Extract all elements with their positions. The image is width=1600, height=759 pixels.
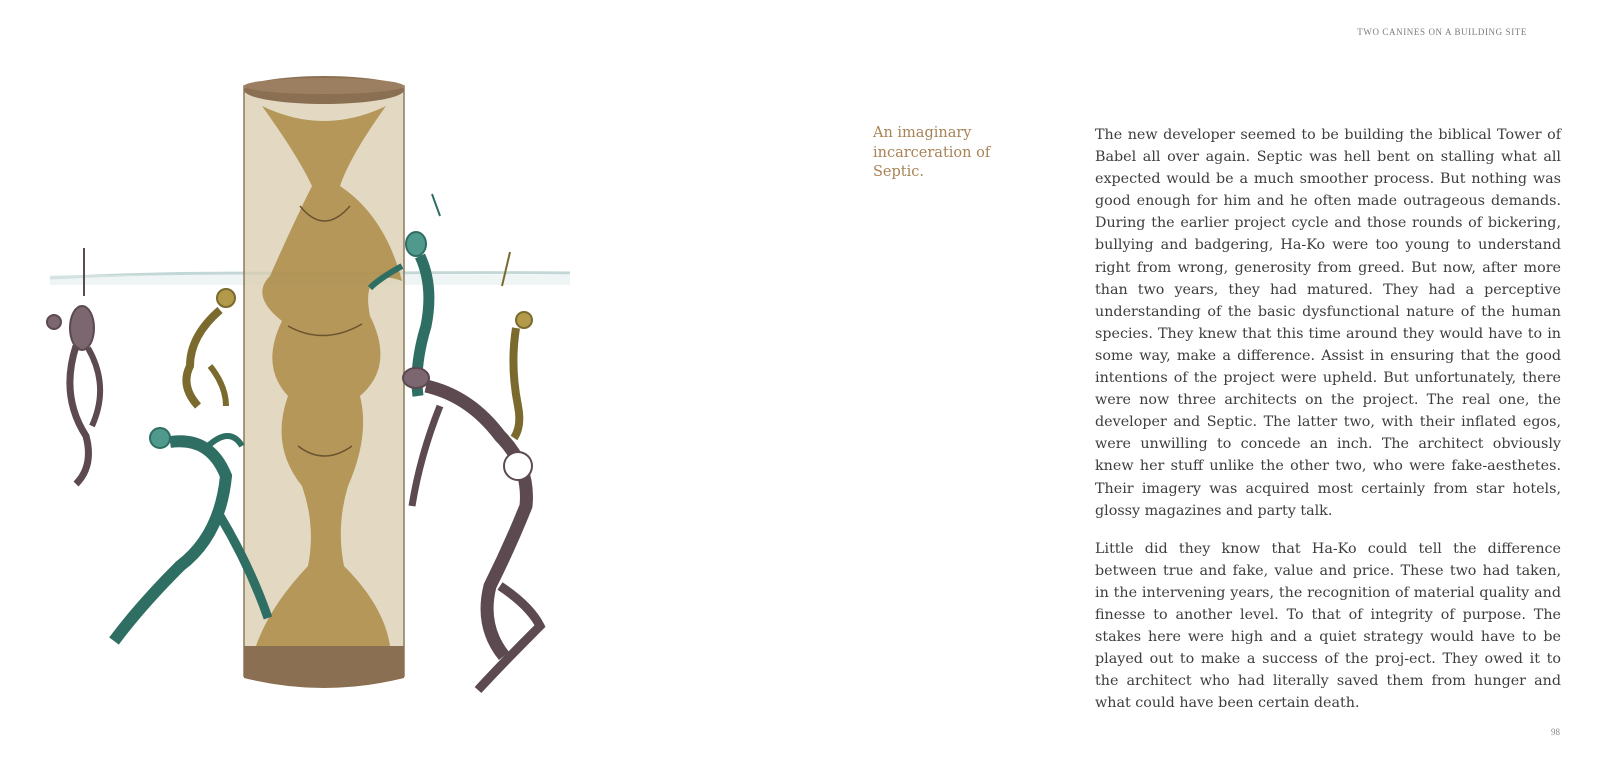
- page-number: 98: [1551, 727, 1560, 737]
- body-text: [1095, 124, 1561, 730]
- running-head: TWO CANINES ON A BUILDING SITE: [1357, 27, 1527, 37]
- paragraph-1: The new developer seemed to be building the biblical Tower of Babel all over again. Septic was hell bent on stalling what all expected would be a much smoother process. But nothing was good enough for him and he often made outrageous demands. During the earlier project cycle and those rounds of bickering, bullying and badgering, Ha-Ko were too young to understand right from wrong, generosity from greed. But now, after more than two years, they had matured. They had a perceptive understanding of the basic dysfunctional nature of the human species. They knew that this time around they would have to in some way, make a difference. Assist in ensuring that the good intentions of the project were upheld. But unfortunately, there were now three architects on the project. The real one, the developer and Septic. The latter two, with their inflated egos, were unwilling to concede an inch. The architect obviously knew her stuff unlike the other two, who were fake-aesthetes. Their imagery was acquired most certainly from star hotels, glossy magazines and party talk.: [1095, 127, 1561, 519]
- column-base: [244, 646, 404, 688]
- figure-caption: An imaginary incarceration of Septic.: [873, 125, 991, 180]
- paragraph-2: Little did they know that Ha-Ko could tell the difference between true and fake, value and price. These two had taken, in the intervening years, the recognition of material quality and finesse to another level. To that of integrity of purpose. The stakes here were high and a quiet strategy would have to be played out to make a success of the proj-ect. They owed it to the architect who had literally saved them from hunger and what could have been certain death.: [1095, 540, 1561, 712]
- illustration-watercolor: [30, 66, 590, 726]
- figure-ochre-left: [186, 289, 235, 406]
